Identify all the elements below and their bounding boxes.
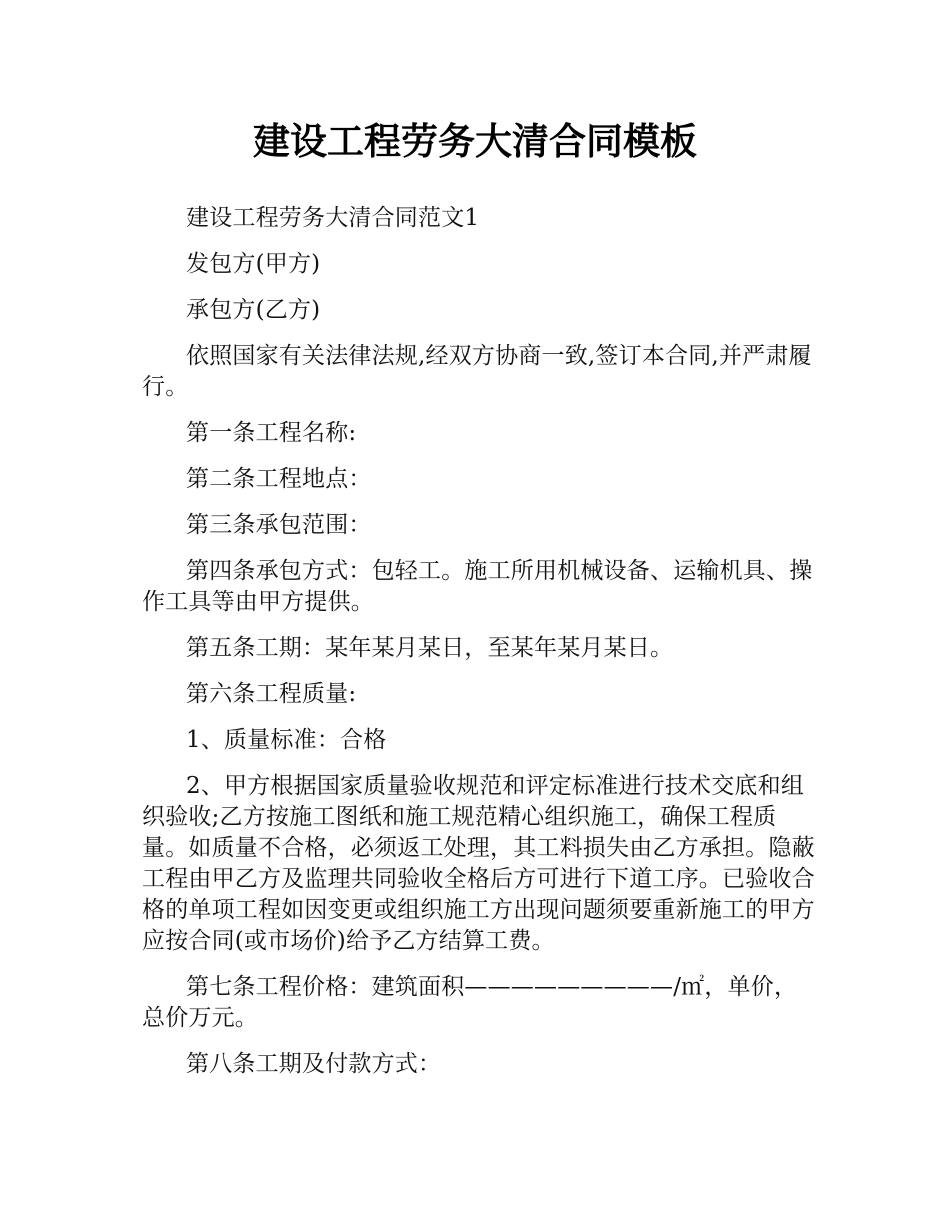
paragraph-article-6: 第六条工程质量: bbox=[186, 681, 357, 707]
paragraph-article-3: 第三条承包范围： bbox=[186, 512, 372, 538]
paragraph-article-1: 第一条工程名称: bbox=[186, 420, 357, 446]
paragraph-party-a: 发包方(甲方) bbox=[186, 251, 321, 277]
paragraph-heading-sample: 建设工程劳务大清合同范文1 bbox=[186, 205, 480, 231]
document-body bbox=[142, 203, 818, 1095]
paragraph-quality-inspection: 2、甲方根据国家质量验收规范和评定标准进行技术交底和组织验收;乙方按施工图纸和施工规范精心组织施工，确保工程质量。如质量不合格，必须返工处理，其工料损失由乙方承担。隐蔽工程由甲乙方及监理共同验收全格后方可进行下道工序。已验收合格的单项工程如因变更或组织施工方出现问题须要重新施工的甲方应按合同(或市场价)给予乙方结算工费。 bbox=[142, 773, 815, 954]
paragraph-article-2: 第二条工程地点： bbox=[186, 466, 372, 492]
document-title: 建设工程劳务大清合同模板 bbox=[253, 120, 697, 163]
paragraph-preamble: 依照国家有关法律法规,经双方协商一致,签订本合同,并严肃履行。 bbox=[142, 343, 812, 400]
paragraph-article-7: 第七条工程价格：建筑面积—————————/㎡，单价，总价万元。 bbox=[142, 974, 798, 1031]
paragraph-article-5: 第五条工期：某年某月某日，至某年某月某日。 bbox=[186, 635, 674, 661]
paragraph-quality-standard: 1、质量标准：合格 bbox=[186, 727, 387, 753]
paragraph-party-b: 承包方(乙方) bbox=[186, 297, 321, 323]
paragraph-article-4: 第四条承包方式：包轻工。施工所用机械设备、运输机具、操作工具等由甲方提供。 bbox=[142, 558, 813, 615]
paragraph-article-8: 第八条工期及付款方式： bbox=[186, 1051, 442, 1077]
